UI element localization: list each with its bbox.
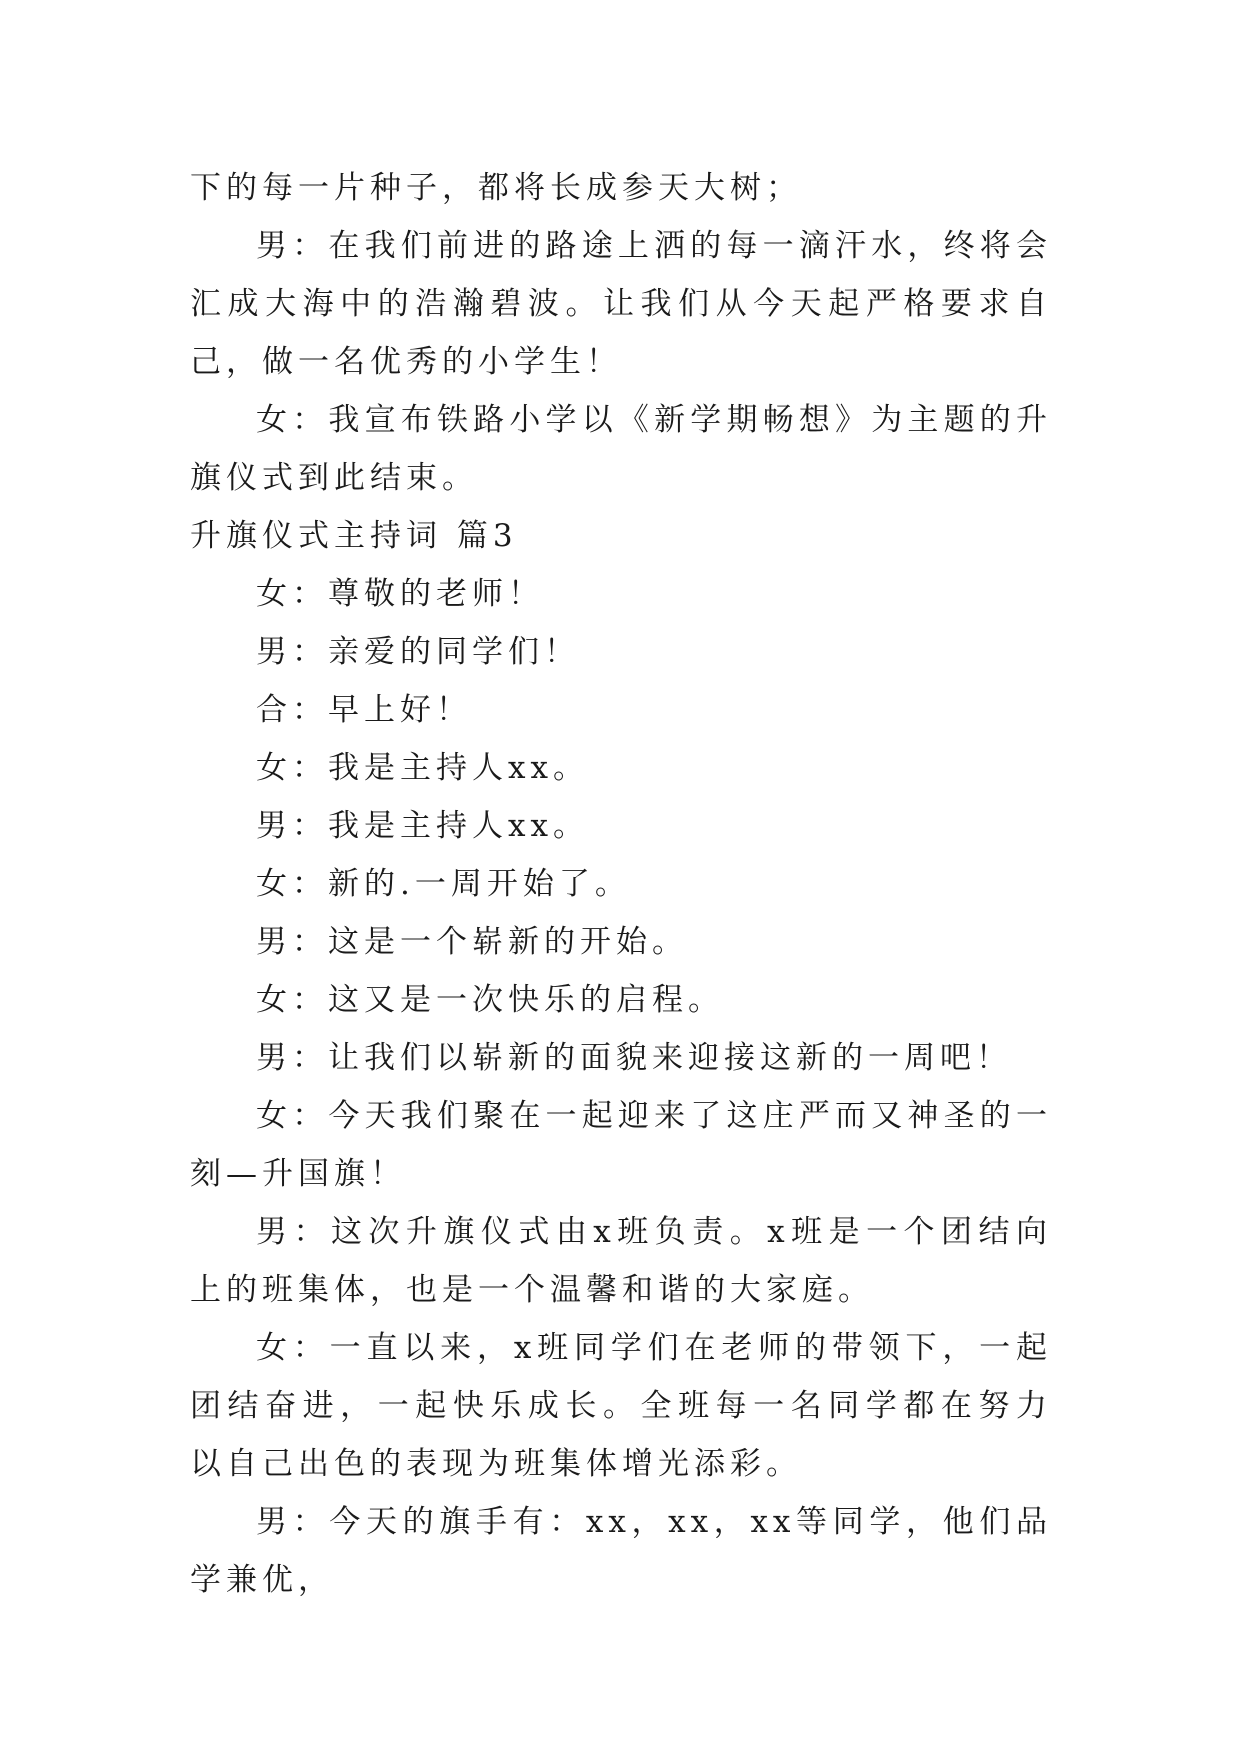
paragraph: 男：亲爱的同学们！ <box>256 634 580 670</box>
paragraph: 女：我宣布铁路小学以《新学期畅想》为主题的升旗仪式到此结束。 <box>190 402 1052 496</box>
paragraph: 合：早上好！ <box>256 692 472 728</box>
paragraph: 女：新的.一周开始了。 <box>256 866 631 902</box>
paragraph: 男：这是一个崭新的开始。 <box>256 924 688 960</box>
paragraph: 女：一直以来，x班同学们在老师的带领下，一起团结奋进，一起快乐成长。全班每一名同学都在努力以自己出色的表现为班集体增光添彩。 <box>190 1330 1052 1482</box>
paragraph: 女：这又是一次快乐的启程。 <box>256 982 724 1018</box>
paragraph: 男：这次升旗仪式由x班负责。x班是一个团结向上的班集体，也是一个温馨和谐的大家庭。 <box>190 1214 1052 1308</box>
section-heading: 升旗仪式主持词 篇3 <box>190 518 518 554</box>
paragraph: 女：我是主持人xx。 <box>256 750 589 786</box>
paragraph: 男：让我们以崭新的面貌来迎接这新的一周吧！ <box>256 1040 1012 1076</box>
paragraph: 女：今天我们聚在一起迎来了这庄严而又神圣的一刻—升国旗！ <box>190 1098 1052 1192</box>
paragraph: 女：尊敬的老师！ <box>256 576 544 612</box>
paragraph: 男：在我们前进的路途上洒的每一滴汗水，终将会汇成大海中的浩瀚碧波。让我们从今天起严格要求自己，做一名优秀的小学生！ <box>190 228 1052 380</box>
paragraph: 下的每一片种子，都将长成参天大树； <box>190 170 802 206</box>
paragraph: 男：我是主持人xx。 <box>256 808 589 844</box>
paragraph: 男：今天的旗手有：xx，xx，xx等同学，他们品学兼优， <box>190 1504 1052 1598</box>
document-body <box>190 159 1052 1609</box>
